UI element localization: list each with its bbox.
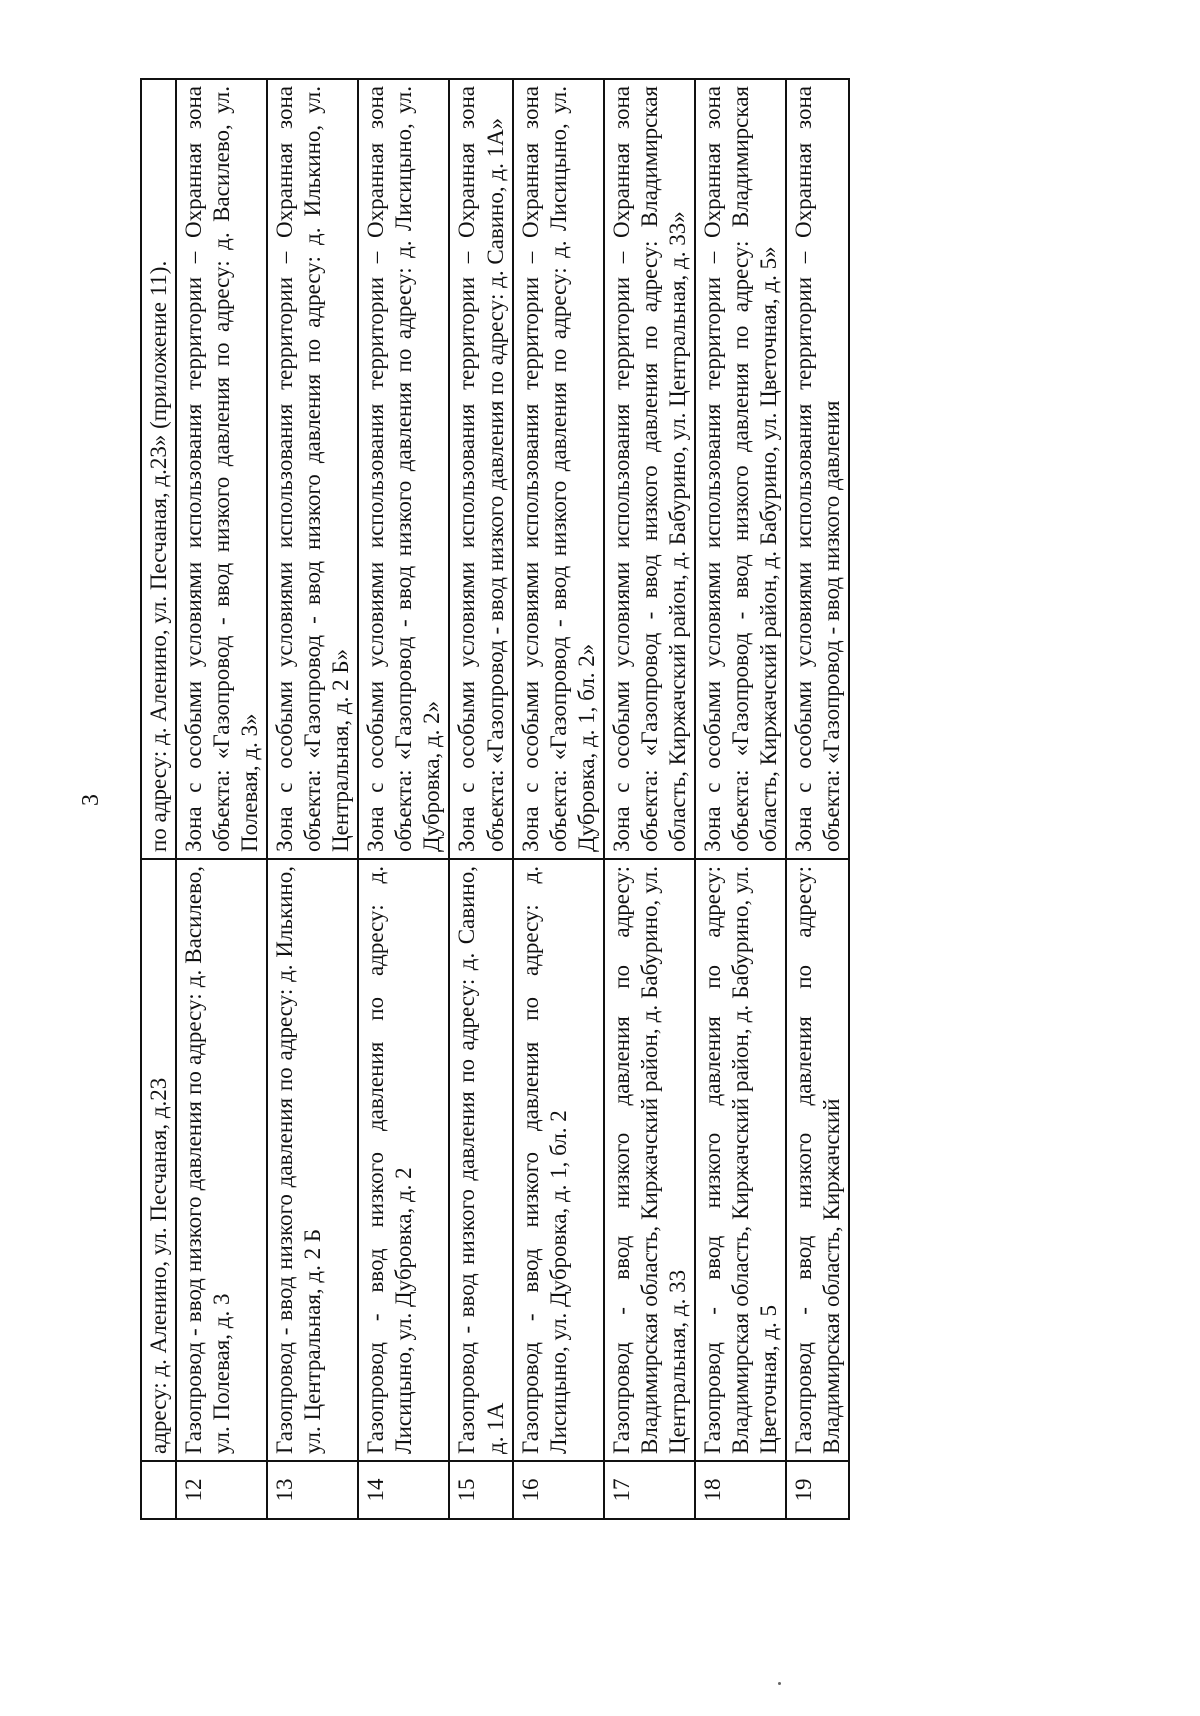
rotated-content — [78, 80, 1080, 1520]
zone-cell: Зона с особыми условиями использования территории – Охранная зона объекта: «Газопровод - ввод низкого давления — [786, 79, 849, 859]
zone-cell: Зона с особыми условиями использования территории – Охранная зона объекта: «Газопровод - ввод низкого давления по адресу: д. Савино, д. 1А» — [449, 79, 512, 859]
row-number — [141, 1461, 176, 1519]
table-row — [786, 79, 849, 1519]
row-number: 15 — [449, 1461, 512, 1519]
zone-cell: Зона с особыми условиями использования территории – Охранная зона объекта: «Газопровод - ввод низкого давления по адресу: Владимирская область, Киржачский район, д. Бабурино, ул. Центральная, д. 33» — [604, 79, 695, 859]
table-row — [141, 79, 176, 1519]
zones-table — [140, 78, 850, 1520]
table-row — [513, 79, 604, 1519]
zone-cell: Зона с особыми условиями использования территории – Охранная зона объекта: «Газопровод - ввод низкого давления по адресу: д. Василево, ул. Полевая, д. 3» — [176, 79, 267, 859]
row-number: 19 — [786, 1461, 849, 1519]
object-cell: Газопровод - ввод низкого давления по адресу: д. Лисицыно, ул. Дубровка, д. 2 — [358, 859, 449, 1461]
page-number: 3 — [78, 794, 104, 806]
zone-cell: Зона с особыми условиями использования территории – Охранная зона объекта: «Газопровод - ввод низкого давления по адресу: д. Лисицыно, ул. Дубровка, д. 2» — [358, 79, 449, 859]
zone-cell: Зона с особыми условиями использования территории – Охранная зона объекта: «Газопровод - ввод низкого давления по адресу: Владимирская область, Киржачский район, д. Бабурино, ул. Цветочная, д. 5» — [695, 79, 786, 859]
table-row — [358, 79, 449, 1519]
zone-cell: Зона с особыми условиями использования территории – Охранная зона объекта: «Газопровод - ввод низкого давления по адресу: д. Илькино, ул. Центральная, д. 2 Б» — [267, 79, 358, 859]
table-row — [604, 79, 695, 1519]
row-number: 17 — [604, 1461, 695, 1519]
row-number: 12 — [176, 1461, 267, 1519]
object-cell: адресу: д. Аленино, ул. Песчаная, д.23 — [141, 859, 176, 1461]
table-row — [176, 79, 267, 1519]
object-cell: Газопровод - ввод низкого давления по адресу: Владимирская область, Киржачский район, д. Бабурино, ул. Цветочная, д. 5 — [695, 859, 786, 1461]
zone-cell: Зона с особыми условиями использования территории – Охранная зона объекта: «Газопровод - ввод низкого давления по адресу: д. Лисицыно, ул. Дубровка, д. 1, бл. 2» — [513, 79, 604, 859]
object-cell: Газопровод - ввод низкого давления по адресу: д. Савино, д. 1А — [449, 859, 512, 1461]
row-number: 13 — [267, 1461, 358, 1519]
table-row — [449, 79, 512, 1519]
row-number: 18 — [695, 1461, 786, 1519]
scan-speck — [778, 1682, 781, 1685]
object-cell: Газопровод - ввод низкого давления по адресу: д. Илькино, ул. Центральная, д. 2 Б — [267, 859, 358, 1461]
row-number: 14 — [358, 1461, 449, 1519]
row-number: 16 — [513, 1461, 604, 1519]
object-cell: Газопровод - ввод низкого давления по адресу: д. Лисицыно, ул. Дубровка, д. 1, бл. 2 — [513, 859, 604, 1461]
table-row — [267, 79, 358, 1519]
object-cell: Газопровод - ввод низкого давления по адресу: Владимирская область, Киржачский — [786, 859, 849, 1461]
table-row — [695, 79, 786, 1519]
zone-cell: по адресу: д. Аленино, ул. Песчаная, д.23» (приложение 11). — [141, 79, 176, 859]
object-cell: Газопровод - ввод низкого давления по адресу: д. Василево, ул. Полевая, д. 3 — [176, 859, 267, 1461]
object-cell: Газопровод - ввод низкого давления по адресу: Владимирская область, Киржачский район, д. Бабурино, ул. Центральная, д. 33 — [604, 859, 695, 1461]
